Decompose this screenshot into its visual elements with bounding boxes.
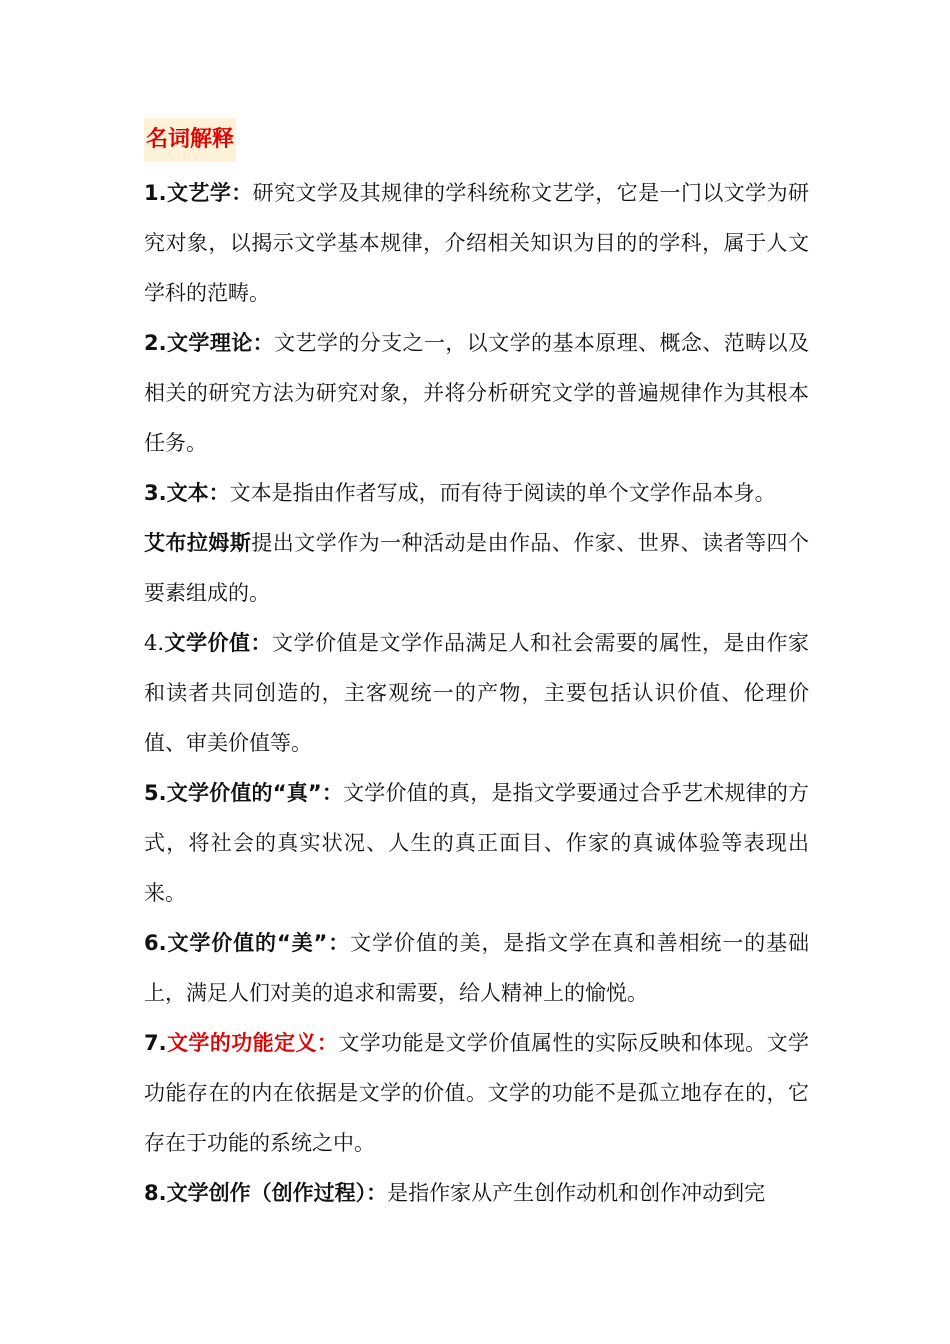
entry-text: 文学价值的真，是指文学要通过合乎艺术规律的方式，将社会的真实状况、人生的真正面目、作家的真诚体验等表现出来。 (144, 781, 810, 905)
entry-extra-text: 提出文学作为一种活动是由作品、作家、世界、读者等四个要素组成的。 (144, 531, 810, 605)
entry-term: 文艺学： (166, 181, 253, 205)
entry-term: 文学价值： (164, 631, 273, 655)
entry-number: 6. (144, 931, 167, 955)
entry-5 (144, 768, 809, 918)
entry-term: 文学的功能定义： (166, 1031, 339, 1055)
entry-text: 文学功能是文学价值属性的实际反映和体现。文学功能存在的内在依据是文学的价值。文学的功能不是孤立地存在的，它存在于功能的系统之中。 (144, 1031, 810, 1155)
entry-1 (144, 168, 809, 318)
entry-number: 1. (144, 181, 167, 205)
entry-2 (144, 318, 809, 468)
entry-number: 4. (144, 631, 165, 655)
entry-term: 文学价值的“美”： (166, 931, 351, 955)
section-heading: 名词解释 (144, 118, 236, 162)
person-name: 艾布拉姆斯 (144, 531, 252, 555)
entry-text: 文艺学的分支之一，以文学的基本原理、概念、范畴以及相关的研究方法为研究对象，并将分析研究文学的普遍规律作为其根本任务。 (144, 331, 810, 455)
entry-text: 是指作家从产生创作动机和创作冲动到完 (387, 1181, 766, 1205)
entry-number: 8. (144, 1181, 167, 1205)
entry-number: 5. (144, 781, 167, 805)
document-page (144, 118, 809, 1218)
entry-text: 文本是指由作者写成，而有待于阅读的单个文学作品本身。 (229, 481, 776, 505)
entry-term: 文学创作（创作过程）： (166, 1181, 388, 1205)
entry-number: 7. (144, 1031, 167, 1055)
entry-8 (144, 1168, 809, 1218)
entry-text: 文学价值的美，是指文学在真和善相统一的基础上，满足人们对美的追求和需要，给人精神上的愉悦。 (144, 931, 810, 1005)
entry-6 (144, 918, 809, 1018)
entry-term: 文学价值的“真”： (166, 781, 344, 805)
entry-number: 3. (144, 481, 167, 505)
entry-term: 文学理论： (166, 331, 275, 355)
entry-4 (144, 618, 809, 768)
entry-7 (144, 1018, 809, 1168)
entry-term: 文本： (166, 481, 230, 505)
entry-3 (144, 468, 809, 618)
entry-text: 研究文学及其规律的学科统称文艺学，它是一门以文学为研究对象，以揭示文学基本规律，介绍相关知识为目的的学科，属于人文学科的范畴。 (144, 181, 810, 305)
entry-number: 2. (144, 331, 167, 355)
entry-text: 文学价值是文学作品满足人和社会需要的属性，是由作家和读者共同创造的，主客观统一的产物，主要包括认识价值、伦理价值、审美价值等。 (144, 631, 810, 755)
